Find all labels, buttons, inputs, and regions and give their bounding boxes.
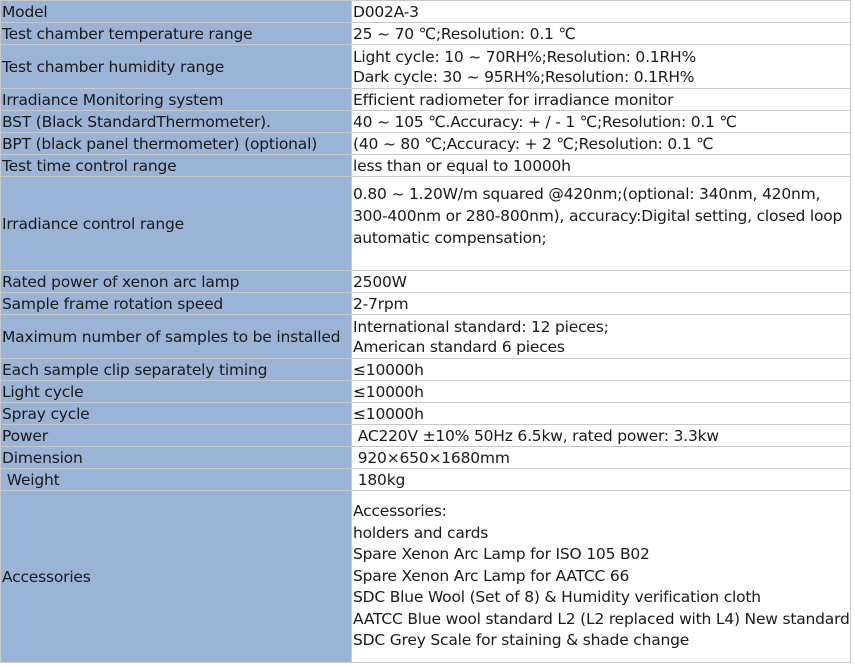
table-row <box>1 425 851 447</box>
row-value: ≤10000h <box>352 381 851 403</box>
row-label: Light cycle <box>1 381 352 403</box>
row-value: 2500W <box>352 271 851 293</box>
row-label: Each sample clip separately timing <box>1 359 352 381</box>
row-label: Spray cycle <box>1 403 352 425</box>
row-value: AC220V ±10% 50Hz 6.5kw, rated power: 3.3kw <box>352 425 851 447</box>
table-row <box>1 111 851 133</box>
table-row <box>1 89 851 111</box>
value-line: holders and cards <box>353 523 489 542</box>
row-label: Irradiance Monitoring system <box>1 89 352 111</box>
row-label: BPT (black panel thermometer) (optional) <box>1 133 352 155</box>
row-value: ≤10000h <box>352 359 851 381</box>
table-row <box>1 315 851 359</box>
value-line: Spare Xenon Arc Lamp for AATCC 66 <box>353 566 630 585</box>
table-row <box>1 133 851 155</box>
row-value: 180kg <box>352 469 851 491</box>
row-label: Power <box>1 425 352 447</box>
row-value: 920×650×1680mm <box>352 447 851 469</box>
value-line: International standard: 12 pieces; <box>353 317 609 336</box>
row-value <box>352 315 851 359</box>
table-row <box>1 177 851 271</box>
value-line: AATCC Blue wool standard L2 (L2 replaced with L4) New standard <box>353 609 850 628</box>
table-row <box>1 271 851 293</box>
row-label: Accessories <box>1 491 352 663</box>
row-label: Test chamber temperature range <box>1 23 352 45</box>
value-line: Light cycle: 10 ~ 70RH%;Resolution: 0.1RH% <box>353 47 697 66</box>
row-label: Weight <box>1 469 352 491</box>
table-row <box>1 1 851 23</box>
row-label: BST (Black StandardThermometer). <box>1 111 352 133</box>
row-value: 25 ~ 70 ℃;Resolution: 0.1 ℃ <box>352 23 851 45</box>
table-row <box>1 469 851 491</box>
row-label: Rated power of xenon arc lamp <box>1 271 352 293</box>
value-line: SDC Blue Wool (Set of 8) & Humidity verification cloth <box>353 588 761 607</box>
row-value: 0.80 ~ 1.20W/m squared @420nm;(optional: 340nm, 420nm, 300-400nm or 280-800nm), accuracy:Digital setting, closed loop automatic compensation; <box>352 177 851 271</box>
row-label: Sample frame rotation speed <box>1 293 352 315</box>
row-label: Test chamber humidity range <box>1 45 352 89</box>
value-line: Spare Xenon Arc Lamp for ISO 105 B02 <box>353 545 650 564</box>
row-value: (40 ~ 80 ℃;Accuracy: + 2 ℃;Resolution: 0.1 ℃ <box>352 133 851 155</box>
row-label: Test time control range <box>1 155 352 177</box>
row-label: Model <box>1 1 352 23</box>
value-line: SDC Grey Scale for staining & shade change <box>353 631 690 650</box>
row-value: 2-7rpm <box>352 293 851 315</box>
value-line: Dark cycle: 30 ~ 95RH%;Resolution: 0.1RH% <box>353 67 695 86</box>
row-label: Maximum number of samples to be installed <box>1 315 352 359</box>
table-row <box>1 359 851 381</box>
row-value <box>352 491 851 663</box>
table-row <box>1 381 851 403</box>
table-row <box>1 403 851 425</box>
table-row <box>1 23 851 45</box>
table-row <box>1 491 851 663</box>
table-row <box>1 293 851 315</box>
row-value: less than or equal to 10000h <box>352 155 851 177</box>
row-label: Irradiance control range <box>1 177 352 271</box>
value-line: Accessories: <box>353 502 447 521</box>
row-value: 40 ~ 105 ℃.Accuracy: + / - 1 ℃;Resolution: 0.1 ℃ <box>352 111 851 133</box>
table-row <box>1 447 851 469</box>
row-label: Dimension <box>1 447 352 469</box>
row-value: D002A-3 <box>352 1 851 23</box>
row-value <box>352 45 851 89</box>
row-value: Efficient radiometer for irradiance monitor <box>352 89 851 111</box>
table-row <box>1 45 851 89</box>
value-line: American standard 6 pieces <box>353 337 565 356</box>
row-value: ≤10000h <box>352 403 851 425</box>
table-row <box>1 155 851 177</box>
